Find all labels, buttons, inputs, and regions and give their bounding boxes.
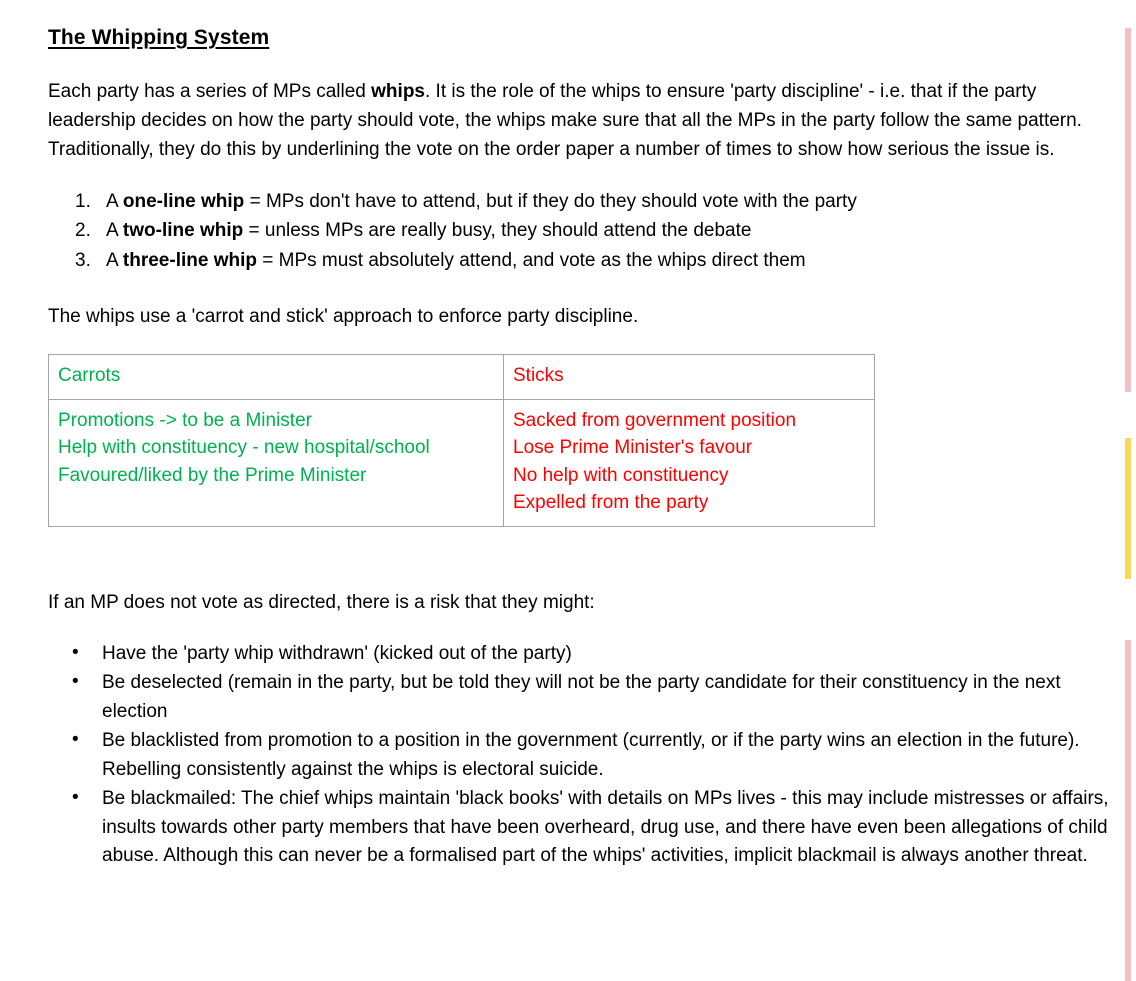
table-header-carrots: Carrots xyxy=(49,355,504,400)
intro-paragraph xyxy=(48,78,1118,165)
whip-type-2-prefix: A xyxy=(106,220,123,242)
margin-change-bar-pink-top xyxy=(1125,28,1131,392)
whip-types-list xyxy=(48,187,1118,275)
table-cell-carrots xyxy=(49,399,504,526)
list-item xyxy=(48,246,1118,275)
list-item: • Be blacklisted from promotion to a position in the government (currently, or if the party wins an election in the future). Rebelling consistently against the whips is electoral suicide. xyxy=(48,727,1118,784)
list-item xyxy=(48,187,1118,216)
stick-item: Expelled from the party xyxy=(513,492,709,514)
whip-type-1-prefix: A xyxy=(106,190,123,212)
whip-type-2-description: = unless MPs are really busy, they should attend the debate xyxy=(243,220,752,242)
page-title: The Whipping System xyxy=(48,26,270,49)
carrot-item: Favoured/liked by the Prime Minister xyxy=(58,464,367,486)
intro-text-part-2: . It is the role of the whips to ensure 'party discipline' - i.e. that if the party leadership decides on how the party should vote, the whips make sure that all the MPs in the party follow the same pattern. Traditionally, they do this by underlining the vote on the order paper a number of times to show how serious the issue is. xyxy=(48,81,1082,160)
whip-type-1-description: = MPs don't have to attend, but if they do they should vote with the party xyxy=(244,190,857,212)
carrot-stick-intro: The whips use a 'carrot and stick' approach to enforce party discipline. xyxy=(48,306,639,328)
list-item: • Be deselected (remain in the party, but be told they will not be the party candidate for their constituency in the next election xyxy=(48,669,1118,726)
table-row-header xyxy=(49,355,875,400)
stick-item: Lose Prime Minister's favour xyxy=(513,437,753,459)
intro-text-part-1: Each party has a series of MPs called xyxy=(48,81,372,103)
document-body xyxy=(48,25,1118,872)
stick-item: Sacked from government position xyxy=(513,409,797,431)
list-item: • Have the 'party whip withdrawn' (kicked out of the party) xyxy=(48,640,1118,669)
whip-type-2-term: two-line whip xyxy=(122,220,244,242)
whip-type-3-prefix: A xyxy=(106,249,123,271)
carrot-item: Help with constituency - new hospital/school xyxy=(58,437,430,459)
carrots-and-sticks-table xyxy=(48,354,875,527)
list-item: • Be blackmailed: The chief whips maintain 'black books' with details on MPs lives - this may include mistresses or affairs, insults towards other party members that have been overheard, drug use, and there have even been allegations of child abuse. Although this can never be a formalised part of the whips' activities, implicit blackmail is always another threat. xyxy=(48,785,1118,871)
margin-change-bar-yellow xyxy=(1125,438,1131,579)
whip-type-3-term: three-line whip xyxy=(122,249,257,271)
intro-bold-whips: whips xyxy=(371,81,425,103)
risk-intro-paragraph: If an MP does not vote as directed, there is a risk that they might: xyxy=(48,591,595,613)
table-header-sticks: Sticks xyxy=(504,355,875,400)
whip-type-3-description: = MPs must absolutely attend, and vote as the whips direct them xyxy=(256,249,806,271)
table-row xyxy=(49,399,875,526)
carrot-item: Promotions -> to be a Minister xyxy=(58,409,312,431)
whip-type-1-term: one-line whip xyxy=(122,190,245,212)
list-item xyxy=(48,216,1118,245)
stick-item: No help with constituency xyxy=(513,464,729,486)
margin-change-bar-pink-bottom xyxy=(1125,640,1131,981)
risks-list xyxy=(48,640,1118,871)
table-cell-sticks xyxy=(504,399,875,526)
